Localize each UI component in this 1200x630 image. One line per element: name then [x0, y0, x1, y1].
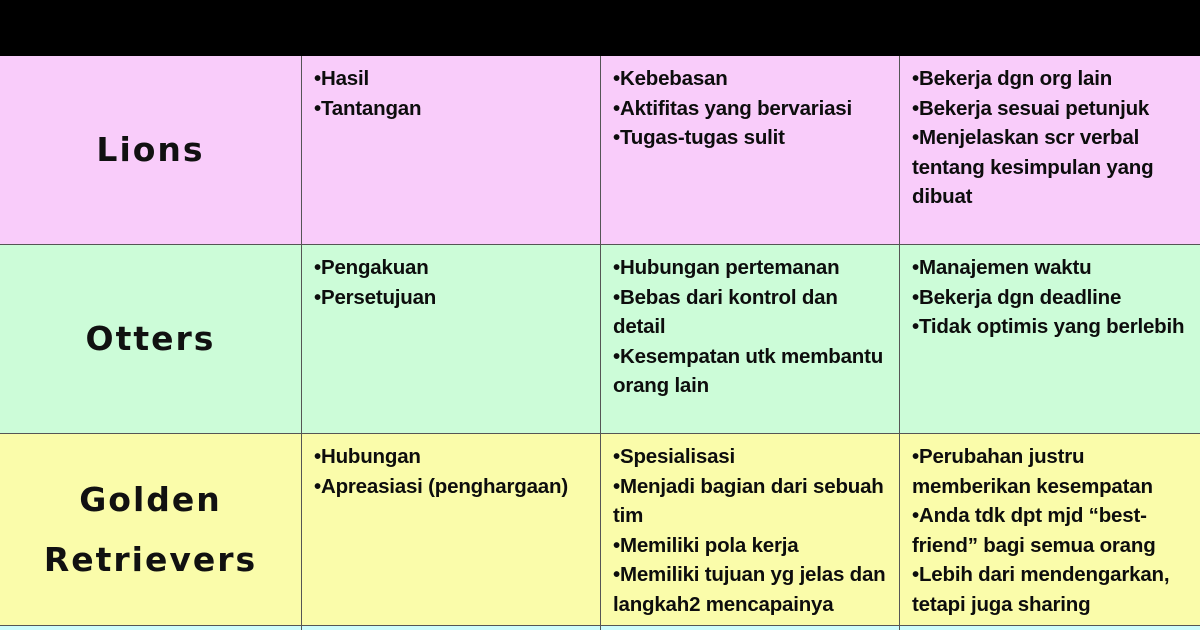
list-item: •Pengakuan: [314, 256, 429, 279]
col3-cell: [900, 245, 1200, 434]
col1-cell: [302, 434, 601, 626]
list-item: •Anda tdk dpt mjd “best-friend” bagi semua orang: [912, 504, 1156, 557]
col3-cell: [900, 56, 1200, 245]
header-cell-1: [302, 0, 601, 56]
col2-cell: [601, 245, 900, 434]
list-item: •Manajemen waktu: [912, 256, 1092, 279]
type-name-cell: [0, 245, 302, 434]
col1-cell: [302, 56, 601, 245]
next-cell-1: [302, 626, 601, 630]
table-row-next: [0, 626, 1200, 630]
list-item: •Tantangan: [314, 96, 422, 120]
next-cell-3: [900, 626, 1200, 630]
next-cell-0: [0, 626, 302, 630]
list-item: •Persetujuan: [314, 285, 437, 309]
table-row-lions: [0, 56, 1200, 245]
type-name-cell: [0, 434, 302, 626]
next-cell-2: [601, 626, 900, 630]
list-item: •Bekerja sesuai petunjuk: [912, 96, 1150, 120]
list-item: •Hasil: [314, 67, 369, 90]
list-item: •Memiliki tujuan yg jelas dan langkah2 mencapainya: [613, 563, 886, 616]
col3-cell: [900, 434, 1200, 626]
header-cell-type: [0, 0, 302, 56]
list-item: •Hubungan: [314, 445, 421, 468]
type-name-cell: [0, 56, 302, 245]
col2-cell: [601, 434, 900, 626]
list-item: •Perubahan justru memberikan kesempatan: [912, 445, 1153, 498]
list-item: •Kebebasan: [613, 67, 728, 90]
type-name-line: Otters: [85, 319, 216, 358]
list-item: •Menjadi bagian dari sebuah tim: [613, 474, 884, 527]
col1-cell: [302, 245, 601, 434]
header-cell-3: [900, 0, 1200, 56]
list-item: •Kesempatan utk membantu orang lain: [613, 344, 884, 397]
header-cell-2: [601, 0, 900, 56]
list-item: •Bekerja dgn deadline: [912, 285, 1122, 309]
col2-cell: [601, 56, 900, 245]
type-name-line: Golden: [79, 479, 222, 519]
type-name-line: Lions: [96, 130, 205, 169]
list-item: •Bebas dari kontrol dan detail: [613, 285, 838, 338]
list-item: •Memiliki pola kerja: [613, 533, 799, 557]
list-item: •Menjelaskan scr verbal tentang kesimpulan yang dibuat: [912, 126, 1154, 208]
table-row-golden-retrievers: [0, 434, 1200, 626]
type-name-line: Retrievers: [43, 539, 258, 579]
list-item: •Lebih dari mendengarkan, tetapi juga sharing: [912, 563, 1170, 616]
list-item: •Aktifitas yang bervariasi: [613, 96, 852, 120]
list-item: •Hubungan pertemanan: [613, 256, 840, 279]
list-item: •Spesialisasi: [613, 445, 735, 468]
list-item: •Apreasiasi (penghargaan): [314, 474, 568, 498]
table-row-otters: [0, 245, 1200, 434]
header-row: [0, 0, 1200, 56]
list-item: •Bekerja dgn org lain: [912, 67, 1113, 90]
list-item: •Tugas-tugas sulit: [613, 126, 785, 149]
list-item: •Tidak optimis yang berlebih: [912, 315, 1185, 338]
